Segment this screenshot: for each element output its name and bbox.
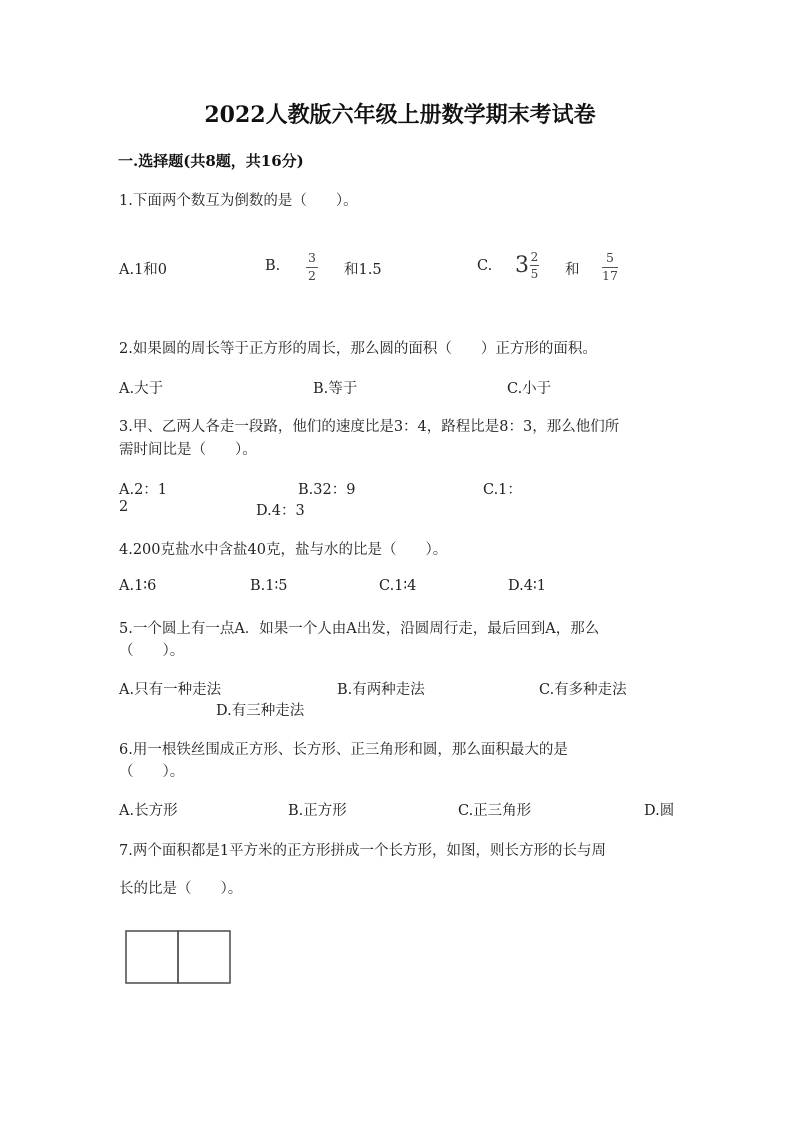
q2-option-c: C.小于 xyxy=(507,381,552,397)
q5-option-c: C.有多种走法 xyxy=(539,682,627,698)
question-3-text-line2: 需时间比是（ ）。 xyxy=(119,442,257,458)
q5-option-a: A.只有一种走法 xyxy=(119,682,222,698)
q6-option-b: B.正方形 xyxy=(288,803,347,819)
q4-option-a: A.1∶6 xyxy=(119,578,157,594)
q5-option-b: B.有两种走法 xyxy=(337,682,425,698)
fraction-denominator: 5 xyxy=(530,267,539,281)
fraction-denominator: 17 xyxy=(602,267,618,283)
q1-option-a: A.1和0 xyxy=(119,262,168,278)
q6-option-d: D.圆 xyxy=(644,803,675,819)
q1-option-c-and: 和 xyxy=(565,262,580,278)
page-title: 2022人教版六年级上册数学期末考试卷 xyxy=(204,102,596,128)
q5-option-d: D.有三种走法 xyxy=(216,703,305,719)
q3-option-a: A.2：1 xyxy=(119,482,168,498)
question-4-text: 4.200克盐水中含盐40克，盐与水的比是（ ）。 xyxy=(119,542,448,558)
question-6-text-line1: 6.用一根铁丝围成正方形、长方形、正三角形和圆，那么面积最大的是 xyxy=(119,742,568,758)
q1-option-c-mixed-number xyxy=(515,251,539,280)
question-3-text-line1: 3.甲、乙两人各走一段路，他们的速度比是3：4，路程比是8：3，那么他们所 xyxy=(119,419,620,435)
fraction-numerator: 2 xyxy=(530,250,539,264)
question-5-text-line1: 5.一个圆上有一点A．如果一个人由A出发，沿圆周行走，最后回到A，那么 xyxy=(119,621,600,637)
fraction-denominator: 2 xyxy=(308,267,316,283)
two-squares-rectangle-figure xyxy=(123,928,235,988)
q1-option-c-fraction xyxy=(602,252,618,282)
mixed-whole: 3 xyxy=(515,253,529,278)
question-5-text-line2: （ ）。 xyxy=(119,643,185,659)
q3-option-d: D.4：3 xyxy=(256,503,305,519)
q4-option-c: C.1∶4 xyxy=(379,578,417,594)
q2-option-a: A.大于 xyxy=(119,381,164,397)
fraction-numerator: 3 xyxy=(308,250,316,265)
q3-option-c-cont: 2 xyxy=(119,499,129,515)
question-1-text: 1.下面两个数互为倒数的是（ ）。 xyxy=(119,193,358,209)
q1-option-b-rest: 和1.5 xyxy=(344,262,382,278)
question-7-text-line1: 7.两个面积都是1平方米的正方形拼成一个长方形，如图，则长方形的长与周 xyxy=(119,843,607,859)
question-2-text: 2.如果圆的周长等于正方形的周长，那么圆的面积（ ）正方形的面积。 xyxy=(119,341,597,357)
mixed-fraction xyxy=(530,251,539,280)
square-right xyxy=(178,931,230,983)
q1-option-c-label: C. xyxy=(477,258,493,274)
fraction-numerator: 5 xyxy=(606,250,614,265)
q1-option-b-fraction xyxy=(306,252,318,282)
q3-option-b: B.32：9 xyxy=(298,482,356,498)
section-heading-choice: 一.选择题(共8题，共16分) xyxy=(118,152,304,170)
q4-option-d: D.4∶1 xyxy=(508,578,546,594)
q2-option-b: B.等于 xyxy=(313,381,358,397)
q1-option-b-label: B. xyxy=(265,258,281,274)
q6-option-c: C.正三角形 xyxy=(458,803,532,819)
square-left xyxy=(126,931,178,983)
fraction-bar xyxy=(530,265,539,266)
q4-option-b: B.1∶5 xyxy=(250,578,288,594)
q6-option-a: A.长方形 xyxy=(119,803,178,819)
question-6-text-line2: （ ）。 xyxy=(119,764,185,780)
question-7-text-line2: 长的比是（ ）。 xyxy=(119,881,243,897)
q3-option-c: C.1： xyxy=(483,482,522,498)
